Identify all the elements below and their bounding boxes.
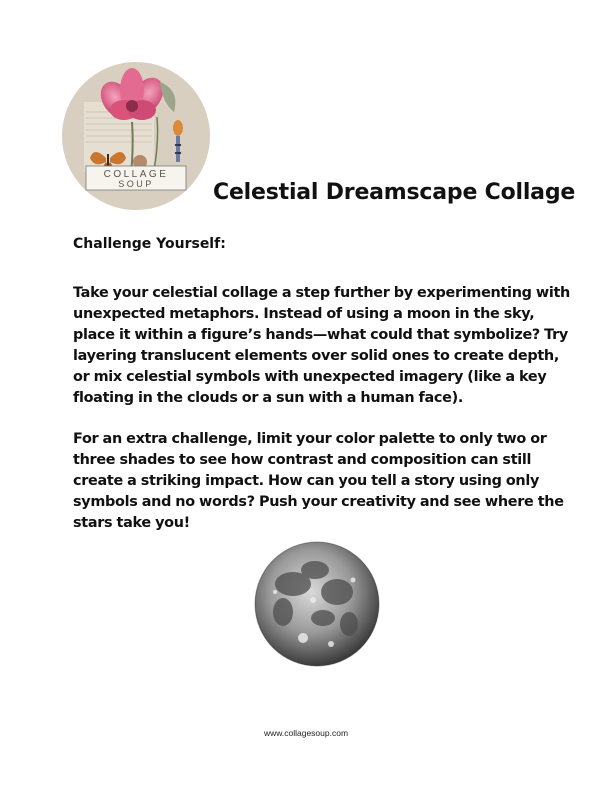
paragraph-2: For an extra challenge, limit your color palette to only two or three shades to see how contrast and composition can still create a striking impact. How can you tell a story using only symbols and no words? Push your creativity and see where the stars take you! [73,431,564,531]
paragraph-1: Take your celestial collage a step further by experimenting with unexpected metaphors. Instead of using a moon in the sky, place it within a figure’s hands—what could that symbolize? Try layering translucent elements over solid ones to create depth, or mix celestial symbols with unexpected imagery (like a key floating in the clouds or a sun with a human face). [73,285,570,406]
footer-url: www.collagesoup.com [263,728,349,738]
collage-soup-logo [62,62,210,210]
logo-text-line2: SOUP [118,179,154,189]
full-moon-image [253,540,381,668]
subheading: Challenge Yourself: [73,236,226,252]
page-title: Celestial Dreamscape Collage [213,180,576,205]
logo-text-line1: COLLAGE [103,169,169,180]
